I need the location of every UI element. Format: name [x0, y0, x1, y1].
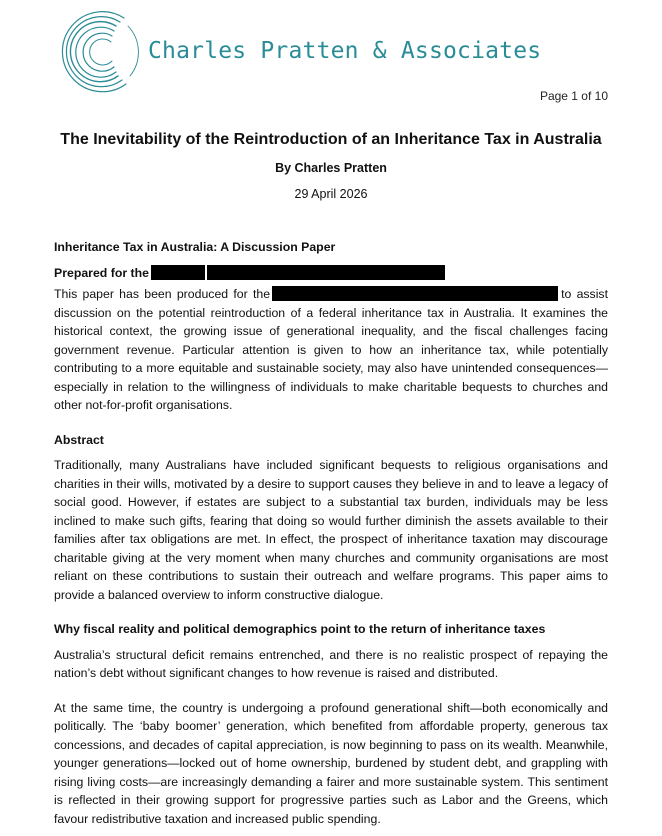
intro-tail-text: to assist discussion on the potential reintroduction of a federal inheritance tax in Australia. It examines the historical context, the growing issue of generational inequality, and the fiscal challenges facing government revenue. Particular attention is given to how an inheritance tax, while potentially contributing to a more equitable and sustainable society, may also have unintended consequences—especially in relation to the willingness of individuals to make charitable bequests to churches and other not-for-profit organisations.	[54, 287, 608, 412]
page-number: Page 1 of 10	[539, 89, 608, 103]
redaction-block	[151, 265, 205, 280]
intro-paragraph	[54, 285, 608, 415]
prepared-for-line	[54, 264, 608, 283]
document-date: 29 April 2026	[294, 187, 368, 201]
section-heading: Why fiscal reality and political demographics point to the return of inheritance taxes	[54, 622, 546, 636]
paper-subtitle: Inheritance Tax in Australia: A Discussion Paper	[54, 240, 336, 254]
prepared-for-label: Prepared for the	[54, 265, 149, 280]
brand-name: Charles Pratten & Associates	[148, 38, 542, 64]
section-paragraph: Australia’s structural deficit remains entrenched, and there is no realistic prospect of repaying the nation’s debt without significant changes to how revenue is raised and distributed.	[54, 647, 608, 680]
abstract-paragraph: Traditionally, many Australians have included significant bequests to religious organisations and charities in their wills, motivated by a desire to support causes they believe in and to leave a legacy of social good. However, if estates are subject to a substantial tax burden, individuals may be less inclined to make such gifts, fearing that doing so would further diminish the assets available to their families after tax obligations are met. In effect, the prospect of inheritance taxation may discourage charitable giving at the very moment when many churches and community organisations are most reliant on these contributions to sustain their outreach and welfare programs. This paper aims to provide a balanced overview to inform constructive dialogue.	[54, 458, 608, 602]
abstract-heading: Abstract	[54, 432, 104, 447]
document-title: The Inevitability of the Reintroduction of an Inheritance Tax in Australia	[60, 131, 602, 148]
concentric-swirl-logo-icon	[54, 6, 140, 96]
document-author: By Charles Pratten	[275, 161, 387, 175]
redaction-block	[272, 286, 558, 301]
intro-lead-text: This paper has been produced for the	[54, 287, 271, 301]
section-paragraph: At the same time, the country is undergoing a profound generational shift—both economically and politically. The ‘baby boomer’ generation, which benefited from affordable property, generous tax concessions, and decades of capital appreciation, is now beginning to pass on its wealth. Meanwhile, younger generations—locked out of home ownership, burdened by student debt, and grappling with rising living costs—are increasingly demanding a fairer and more sustainable system. This sentiment is reflected in their growing support for progressive parties such as Labor and the Greens, which favour redistributive taxation and increased public spending.	[54, 700, 608, 826]
document-body	[54, 238, 608, 828]
redaction-block	[207, 265, 445, 280]
